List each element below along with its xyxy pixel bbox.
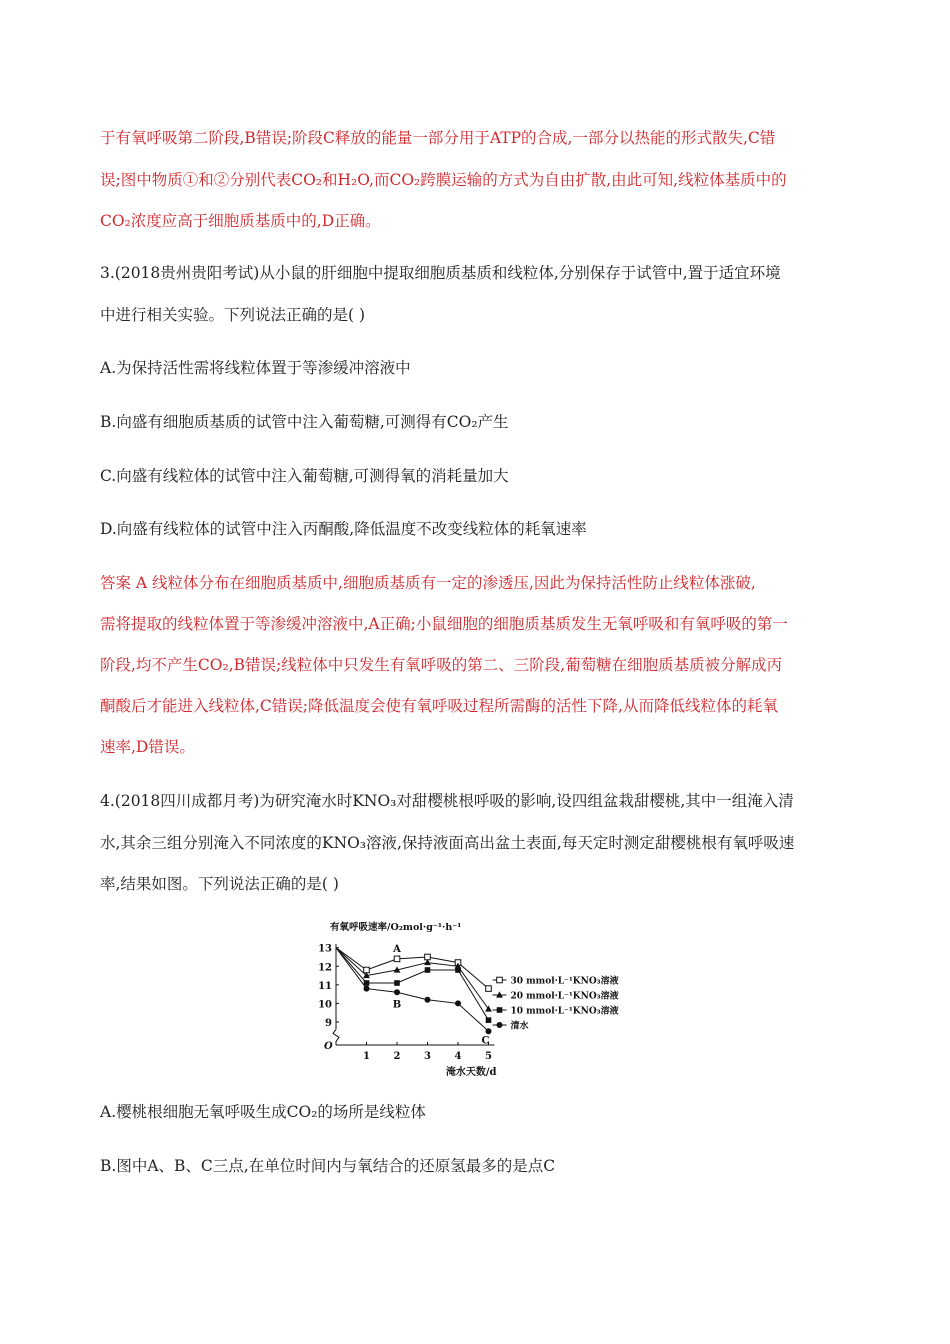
answer-3-line-2: 需将提取的线粒体置于等渗缓冲溶液中,A正确;小鼠细胞的细胞质基质发生无氧呼吸和有氧呼吸的第一 <box>100 615 788 633</box>
chart-series-lines <box>336 948 489 1032</box>
prev-explanation-line-3: CO₂浓度应高于细胞质基质中的,D正确。 <box>100 212 381 230</box>
legend-label-1: 20 mmol·L⁻¹KNO₃溶液 <box>510 991 619 1002</box>
question-3-stem-line-2: 中进行相关实验。下列说法正确的是( ) <box>100 306 366 324</box>
origin-label: O <box>324 1041 333 1052</box>
marker-open-square <box>497 977 503 983</box>
question-4-stem-line-3: 率,结果如图。下列说法正确的是( ) <box>100 875 339 893</box>
marker-filled-square <box>497 1007 503 1013</box>
marker-circle <box>497 1022 503 1028</box>
question-3-option-d: D.向盛有线粒体的试管中注入丙酮酸,降低温度不改变线粒体的耗氧速率 <box>100 520 587 538</box>
question-3-option-c: C.向盛有线粒体的试管中注入葡萄糖,可测得氧的消耗量加大 <box>100 467 509 485</box>
y-tick-label: 9 <box>325 1018 332 1029</box>
y-tick-label: 11 <box>318 980 332 992</box>
marker-circle <box>364 986 370 992</box>
question-3-stem-line-1: 3.(2018贵州贵阳考试)从小鼠的肝细胞中提取细胞质基质和线粒体,分别保存于试管中,置于适宜环境 <box>100 264 781 282</box>
y-tick-label: 10 <box>318 999 332 1011</box>
marker-open-square <box>364 967 370 973</box>
marker-open-square <box>486 986 492 992</box>
annotation-B: B <box>392 999 402 1011</box>
marker-filled-square <box>394 980 400 986</box>
marker-filled-square <box>364 980 370 986</box>
annotation-A: A <box>393 943 401 955</box>
x-tick-label: 2 <box>393 1051 401 1062</box>
marker-circle <box>394 989 400 995</box>
y-axis-title: 有氧呼吸速率/O₂mol·g⁻¹·h⁻¹ <box>330 922 462 933</box>
marker-filled-square <box>486 1017 492 1023</box>
annotation-C: C <box>481 1035 490 1047</box>
y-axis-break <box>333 1029 339 1045</box>
y-tick-label: 13 <box>318 943 332 955</box>
x-tick-label: 5 <box>485 1051 492 1062</box>
marker-circle <box>425 997 431 1003</box>
marker-open-square <box>394 956 400 962</box>
x-tick-label: 4 <box>454 1051 462 1062</box>
chart-axes <box>333 944 495 1045</box>
chart-legend <box>493 975 619 1032</box>
legend-label-0: 30 mmol·L⁻¹KNO₃溶液 <box>510 976 619 987</box>
x-axis-title: 淹水天数/d <box>445 1067 497 1078</box>
question-4-stem-line-2: 水,其余三组分别淹入不同浓度的KNO₃溶液,保持液面高出盆土表面,每天定时测定甜樱桃根有氧呼吸速 <box>100 834 795 852</box>
answer-3-line-4: 酮酸后才能进入线粒体,C错误;降低温度会使有氧呼吸过程所需酶的活性下降,从而降低线粒体的耗氧 <box>100 697 778 715</box>
question-3-option-a: A.为保持活性需将线粒体置于等渗缓冲溶液中 <box>100 359 411 377</box>
answer-3-line-3: 阶段,均不产生CO₂,B错误;线粒体中只发生有氧呼吸的第二、三阶段,葡萄糖在细胞质基质被分解成丙 <box>100 656 783 674</box>
respiration-rate-chart <box>310 920 640 1080</box>
x-tick-label: 1 <box>363 1051 370 1062</box>
question-4-option-a: A.樱桃根细胞无氧呼吸生成CO₂的场所是线粒体 <box>100 1103 426 1121</box>
question-3-option-b: B.向盛有细胞质基质的试管中注入葡萄糖,可测得有CO₂产生 <box>100 413 509 431</box>
x-tick-label: 3 <box>424 1051 431 1062</box>
marker-circle <box>486 1028 492 1034</box>
answer-3-line-1: 答案 A 线粒体分布在细胞质基质中,细胞质基质有一定的渗透压,因此为保持活性防止线粒体涨破, <box>100 574 756 592</box>
answer-3-line-5: 速率,D错误。 <box>100 738 195 756</box>
y-tick-label: 12 <box>318 962 332 974</box>
marker-open-square <box>425 954 431 960</box>
chart-labels <box>318 921 496 1078</box>
legend-label-2: 10 mmol·L⁻¹KNO₃溶液 <box>510 1006 619 1017</box>
question-4-stem-line-1: 4.(2018四川成都月考)为研究淹水时KNO₃对甜樱桃根呼吸的影响,设四组盆栽甜樱桃,其中一组淹入清 <box>100 792 794 810</box>
series-line-3 <box>336 948 489 1032</box>
marker-filled-square <box>455 967 461 973</box>
question-4-option-b: B.图中A、B、C三点,在单位时间内与氧结合的还原氢最多的是点C <box>100 1157 556 1175</box>
legend-label-3: 清水 <box>510 1021 529 1032</box>
prev-explanation-line-1: 于有氧呼吸第二阶段,B错误;阶段C释放的能量一部分用于ATP的合成,一部分以热能的形式散失,C错 <box>100 129 776 147</box>
marker-filled-square <box>425 967 431 973</box>
prev-explanation-line-2: 误;图中物质①和②分别代表CO₂和H₂O,而CO₂跨膜运输的方式为自由扩散,由此可知,线粒体基质中的 <box>100 171 787 189</box>
marker-circle <box>455 1000 461 1006</box>
series-line-2 <box>336 948 489 1020</box>
